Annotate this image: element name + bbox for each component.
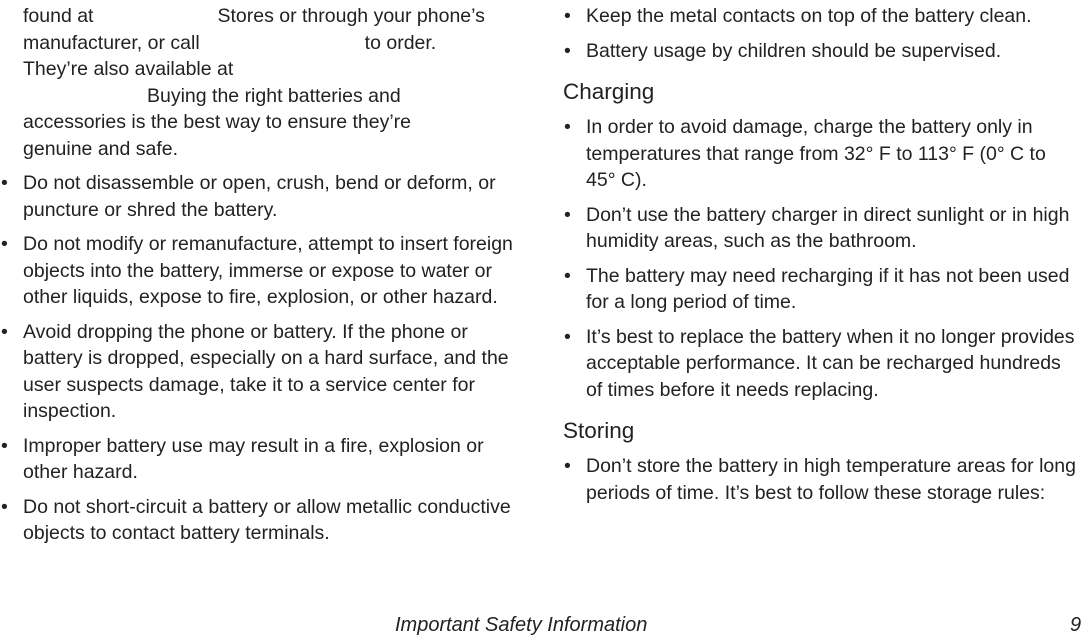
charging-heading: Charging	[563, 79, 655, 104]
list-item-text: Don’t store the battery in high temperature areas for long periods of time. It’s best to follow these storage rules:	[586, 455, 1076, 504]
bullet-icon: •	[564, 455, 571, 477]
left-column	[1, 3, 528, 555]
list-item	[1, 494, 528, 547]
list-item	[564, 38, 1076, 65]
bullet-icon: •	[1, 172, 8, 194]
list-item-text: Improper battery use may result in a fire, explosion or other hazard.	[23, 434, 484, 483]
list-item	[564, 3, 1076, 30]
list-item	[1, 231, 528, 311]
list-item	[564, 114, 1076, 194]
list-item-text: Keep the metal contacts on top of the battery clean.	[586, 5, 1032, 27]
list-item-text: Do not short-circuit a battery or allow metallic conductive objects to contact battery terminals.	[23, 495, 511, 544]
intro-text: to order.	[364, 31, 437, 54]
intro-text: They’re also available at	[23, 58, 234, 80]
list-item-text: Do not disassemble or open, crush, bend or deform, or puncture or shred the battery.	[23, 172, 496, 221]
intro-paragraph	[23, 3, 528, 162]
intro-text: genuine and safe.	[23, 137, 179, 160]
intro-text: Stores or through your phone’s	[217, 5, 485, 27]
list-item-text: Battery usage by children should be supervised.	[586, 39, 1002, 62]
storing-heading: Storing	[563, 418, 635, 443]
intro-text: found at	[23, 5, 94, 27]
bullet-icon: •	[564, 203, 571, 226]
page-number: 9	[1070, 614, 1082, 636]
intro-text: accessories is the best way to ensure they’re	[23, 111, 412, 133]
list-item-text: It’s best to replace the battery when it no longer provides acceptable performance. It can be recharged hundreds of times before it needs replacing.	[586, 325, 1075, 401]
list-item	[1, 170, 528, 223]
bullet-icon: •	[1, 233, 8, 255]
bullet-icon: •	[564, 264, 571, 287]
bullet-icon: •	[1, 495, 8, 518]
list-item-text: The battery may need recharging if it has not been used for a long period of time.	[586, 264, 1070, 313]
list-item	[1, 319, 528, 425]
bullet-icon: •	[564, 325, 571, 348]
list-item	[1, 433, 528, 486]
bullet-icon: •	[564, 5, 571, 27]
list-item	[564, 263, 1076, 316]
list-item-text: Do not modify or remanufacture, attempt to insert foreign objects into the battery, immerse or expose to water or other liquids, expose to fire, explosion, or other hazard.	[23, 233, 513, 308]
list-item	[564, 324, 1076, 404]
list-item	[564, 453, 1076, 506]
list-item-text: In order to avoid damage, charge the battery only in temperatures that range from 32° F to 113° F (0° C to 45° C).	[586, 116, 1046, 191]
intro-text: manufacturer, or call	[23, 31, 200, 54]
bullet-icon: •	[564, 39, 571, 62]
footer-title: Important Safety Information	[395, 614, 648, 636]
bullet-icon: •	[1, 434, 8, 457]
intro-text: Buying the right batteries and	[147, 84, 401, 107]
list-item	[564, 202, 1076, 255]
bullet-icon: •	[564, 116, 571, 138]
list-item-text: Avoid dropping the phone or battery. If the phone or battery is dropped, especially on a hard surface, and the user suspects damage, take it to a service center for inspection.	[23, 320, 509, 422]
list-item-text: Don’t use the battery charger in direct sunlight or in high humidity areas, such as the bathroom.	[586, 203, 1070, 252]
right-column	[563, 3, 1076, 514]
bullet-icon: •	[1, 320, 8, 343]
